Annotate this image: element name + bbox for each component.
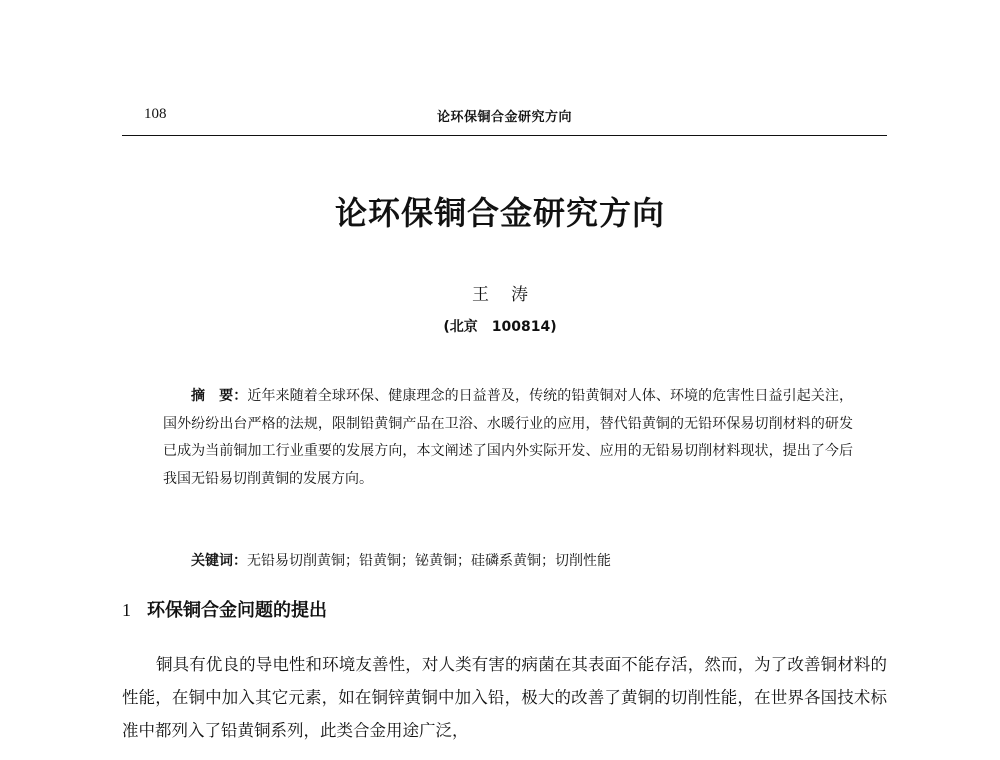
header-rule [122,135,887,136]
abstract [163,383,853,493]
section-number: 1 [122,600,131,620]
author-affiliation: (北京 100814) [443,319,557,335]
section-title: 环保铜合金问题的提出 [147,600,327,621]
page-number: 108 [144,106,167,122]
section-heading [122,596,327,622]
body-paragraph: 铜具有优良的导电性和环境友善性，对人类有害的病菌在其表面不能存活，然而，为了改善铜材料的性能，在铜中加入其它元素，如在铜锌黄铜中加入铅，极大的改善了黄铜的切削性能，在世界各国技术标准中都列入了铅黄铜系列，此类合金用途广泛， [122,655,887,740]
keywords-text: 无铅易切削黄铜；铅黄铜；铋黄铜；硅磷系黄铜；切削性能 [247,553,611,569]
author-name: 王涛 [472,285,550,305]
abstract-label: 摘 要： [191,388,248,404]
running-title: 论环保铜合金研究方向 [436,110,572,125]
paper-title: 论环保铜合金研究方向 [334,194,665,232]
abstract-text: 近年来随着全球环保、健康理念的日益普及，传统的铅黄铜对人体、环境的危害性日益引起关注，国外纷纷出台严格的法规，限制铅黄铜产品在卫浴、水暖行业的应用，替代铅黄铜的无铅环保易切削材料的研发已成为当前铜加工行业重要的发展方向，本文阐述了国内外实际开发、应用的无铅易切削材料现状，提出了今后我国无铅易切削黄铜的发展方向。 [163,388,854,487]
keywords [191,548,881,575]
running-header [122,100,887,130]
keywords-label: 关键词： [191,553,247,569]
